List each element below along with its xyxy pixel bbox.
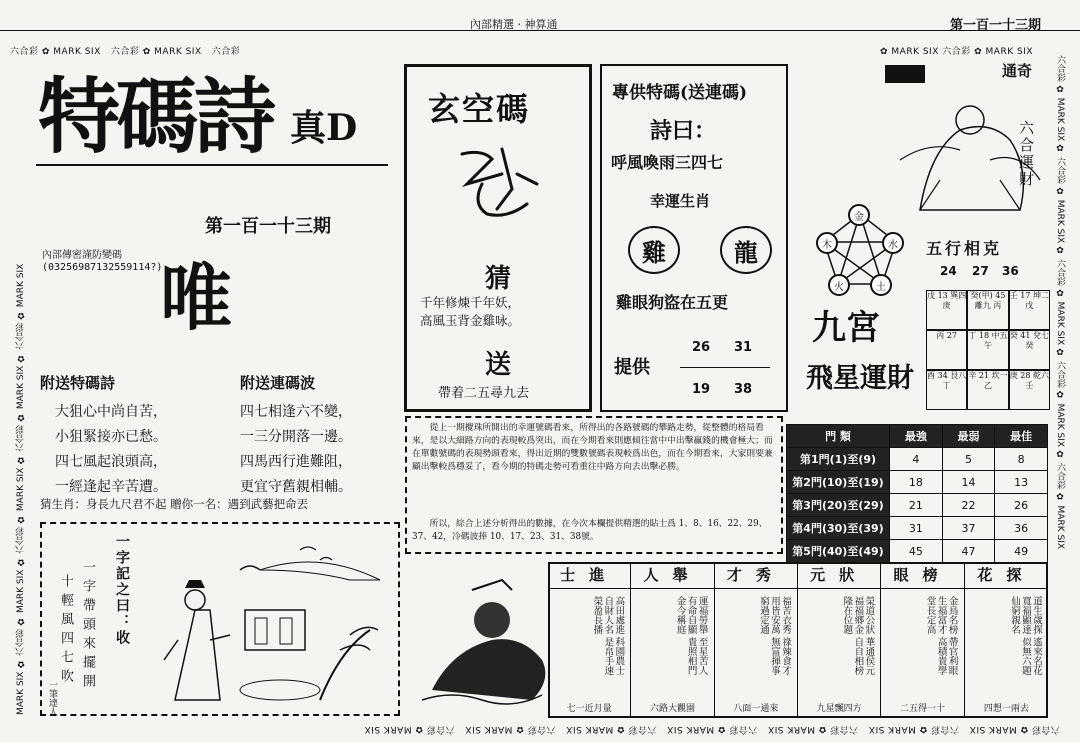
gate-label: 第4門(30)至(39) [787,517,890,540]
category-label: 人舉 [631,562,713,589]
category-footer: 七一近月量 [566,704,612,714]
secret-label: 內部傳密謹防變碼 [42,250,122,261]
category-footer: 二五得一十 [899,704,945,714]
table-row [787,540,1048,563]
grid-cell: 酉 34 艮八 丁 [926,370,967,410]
gate-header-cell: 最強 [890,425,943,448]
zodiac-dragon: 龍 [720,226,772,274]
gate-label: 第1門(1)至(9) [787,448,890,471]
xuankong-title: 玄空碼 [428,90,531,128]
wuxing-wood: 木 [816,232,838,254]
provide-number: 19 [692,382,711,397]
analysis-paragraph-1: 從上一期攪珠所開出的幸運號碼看來，所得出的各路號碼的攀路走勢，從整體的格局看來，是以大細路方向的表現較爲突出，而在今期看來則應傾往當中中出擊贏錢的機會極大；而在單數號碼的表現勢頭看來，得出近期的雙數號碼表現較爲出色，而在今期看來，大家則要兼顧出擊較爲穩妥了，看今期的特碼走勢可看重往中路方向去出擊必勝。 [412,423,773,472]
provide-number: 38 [734,382,753,397]
right-tag: 通奇 [1002,62,1033,80]
main-title: 特碼詩 [38,69,273,165]
special-phrase: 雞眼狗盜在五更 [616,293,729,312]
gate-value: 26 [995,494,1048,517]
lucky-label: 幸運生肖 [650,192,711,210]
wuxing-fire: 火 [828,274,850,296]
category-column [881,562,964,718]
grid-cell: 癸 41 兌七 癸 [1009,330,1050,370]
wave-title: 附送連碼波 [240,374,316,392]
secret-code: (03256987132559114?) [42,262,163,273]
main-title-suffix: 真D [290,107,358,149]
wuxing-metal: 金 [848,204,870,226]
category-text: 道生歲探 遙來名花 寬福顯達 似無六題 仙窮親名 [1009,596,1042,676]
category-text: 榮道公狀 華通侯元 福福鄉金 自自相榜 隆在位題 [841,596,875,676]
gate-value: 47 [942,540,995,563]
gate-header-cell: 最弱 [942,425,995,448]
jiugong-grid [926,290,1050,410]
xuankong-footer: 帶着二五尋九去 [438,386,530,401]
category-footer: 九星飄四方 [816,704,862,714]
category-column [715,562,798,718]
zodiac-rooster: 雞 [628,226,680,274]
wuxing-title: 五行相克 [926,239,1003,258]
grid-cell: 壬 17 坤二 戊 [1009,290,1050,330]
category-column [631,562,714,718]
header-rule [0,30,1080,31]
grid-cell: 丁 18 中五 午 [967,330,1008,370]
gate-value: 14 [942,471,995,494]
table-row [787,517,1048,540]
gate-value: 31 [890,517,943,540]
jiugong-title: 九宮 [812,308,880,348]
category-text: 運福勞舉 至星苦人 有命自顯 貴照相門 金今稱庭 [674,596,708,676]
gate-value: 45 [890,540,943,563]
watermark-strip-top-left: 六合彩 ✿ MARK SIX 六合彩 ✿ MARK SIX 六合彩 [10,47,241,57]
big-character: 唯 [160,255,233,340]
special-poem-label: 詩曰： [650,118,717,144]
gate-value: 21 [890,494,943,517]
category-label: 元狀 [798,562,880,589]
feixing-title: 飛星運財 [806,363,914,394]
title-underline [36,164,388,166]
xuankong-poem [420,294,520,330]
wave-line: 四七相逢六不變， [240,404,352,420]
wave-block [240,400,352,500]
wave-line: 四馬西行進難阻， [240,454,352,470]
wuxing-water: 水 [882,232,904,254]
gate-table [786,424,1048,563]
xuankong-poem-line: 高風玉背金雞咏。 [420,313,521,328]
watermark-strip-bottom: 六合彩 ✿ MARK SIX 六合彩 ✿ MARK SIX 六合彩 ✿ MARK SIX 六合彩 ✿ MARK SIX 六合彩 ✿ MARK SIX 六合彩 ✿ MARK SIX 六合彩 ✿ MARK SIX [364,724,1060,734]
category-column [798,562,881,718]
header-tag: 內部精選 · 神算通 [470,18,558,31]
gate-header-cell: 門 類 [787,425,890,448]
gate-label: 第3門(20)至(29) [787,494,890,517]
gate-value: 22 [942,494,995,517]
category-column [965,562,1048,718]
gate-value: 4 [890,448,943,471]
right-caption: 六合運財 [1017,120,1035,188]
gate-value: 5 [942,448,995,471]
gate-table-header [787,425,1048,448]
gate-value: 49 [995,540,1048,563]
category-column [548,562,631,718]
grid-cell: 辛 21 坎一 乙 [967,370,1008,410]
gate-label: 第5門(40)至(49) [787,540,890,563]
watermark-strip-left: MARK SIX ✿ 六合彩 ✿ MARK SIX ✿ 六合彩 ✿ MARK SIX ✿ 六合彩 ✿ MARK SIX ✿ 六合彩 ✿ MARK SIX [16,263,26,715]
gate-value: 13 [995,471,1048,494]
riddle-line-2: 十輕風四七吹 [58,574,73,688]
category-footer: 六路大觀園 [649,704,695,714]
wave-line: 一三分開落一邊。 [240,429,352,445]
xuankong-poem-line: 千年修煉千年妖， [420,295,521,310]
wuxing-earth: 土 [870,274,892,296]
category-label: 花探 [965,562,1048,589]
poem-line: 四七風起浪頭高， [55,454,167,470]
riddle-line-1: 一字帶頭來擺開 [80,560,95,693]
poem-title: 附送特碼詩 [40,374,116,392]
poem-line: 一經逢起辛苦遭。 [55,479,167,495]
provide-number: 26 [692,340,711,355]
category-footer: 四想一兩去 [983,704,1029,714]
category-text: 金鳥名榜 帶官利眼 生福富才 高積貴學 堂長定高 [924,596,958,676]
scholar-illustration [150,530,390,710]
header-issue: 第一百一十三期 [950,18,1042,33]
calligraphy-glyph [452,144,542,224]
category-text: 高田處進 科園農士 自財人名 是帛手速 榮盈長播 [591,596,625,676]
categories-grid [548,562,1048,718]
category-label: 眼榜 [881,562,963,589]
category-footer: 八面一通來 [733,704,779,714]
zodiac-hint: 猜生肖：身長九尺君不起 贈你一名：遇到武藝把命丟 [40,497,309,511]
guess-label: 猜 [485,264,512,294]
wuxing-number: 36 [1002,264,1019,278]
gate-value: 36 [995,517,1048,540]
left-issue: 第一百一十三期 [205,216,331,237]
provide-number: 31 [734,340,753,355]
grid-cell: 庚 28 乾六 壬 [1009,370,1050,410]
category-label: 才秀 [715,562,797,589]
analysis-paragraph-2: 所以，綜合上述分析得出的數據，在今次本欄提供精選的貼士爲 1、8、16、22、29、37、42，冷碼波捧 10、17、23、31、38號。 [412,519,768,542]
gate-value: 37 [942,517,995,540]
category-text: 福苦衣秀 祿辣食才 用皆安萬 無富揮事 窮過定通 [758,596,791,676]
gate-value: 8 [995,448,1048,471]
warrior-illustration [412,570,552,710]
gate-label: 第2門(10)至(19) [787,471,890,494]
table-row [787,494,1048,517]
gate-value: 18 [890,471,943,494]
poem-block [55,400,167,500]
wuxing-number: 27 [972,264,989,278]
special-title: 專供特碼(送連碼) [612,83,748,103]
riddle-signature: 一筆達人 [47,680,57,716]
poem-line: 大狙心中尚自苦， [55,404,167,420]
gate-header-cell: 最佳 [995,425,1048,448]
category-label: 士進 [548,562,630,589]
provide-label: 提供 [614,357,650,378]
watermark-strip-top-right: ✿ MARK SIX 六合彩 ✿ MARK SIX [880,47,1034,57]
provide-divider [680,367,770,368]
watermark-strip-right: 六合彩 ✿ MARK SIX ✿ 六合彩 ✿ MARK SIX ✿ 六合彩 ✿ MARK SIX ✿ 六合彩 ✿ MARK SIX ✿ 六合彩 ✿ MARK SIX [1055,55,1065,550]
send-label: 送 [485,350,512,380]
grid-cell: 癸(甲) 45 離九 丙 [967,290,1008,330]
poem-line: 小狙緊接亦已愁。 [55,429,167,445]
grid-cell: 戊 13 巽四 庚 [926,290,967,330]
table-row [787,448,1048,471]
grid-cell: 丙 27 [926,330,967,370]
riddle-title: 一字記之曰：收 [114,534,130,646]
special-poem-line: 呼風喚雨三四七 [611,153,724,172]
wave-line: 更宜守舊親相輔。 [240,479,352,495]
table-row [787,471,1048,494]
wuxing-number: 24 [940,264,957,278]
